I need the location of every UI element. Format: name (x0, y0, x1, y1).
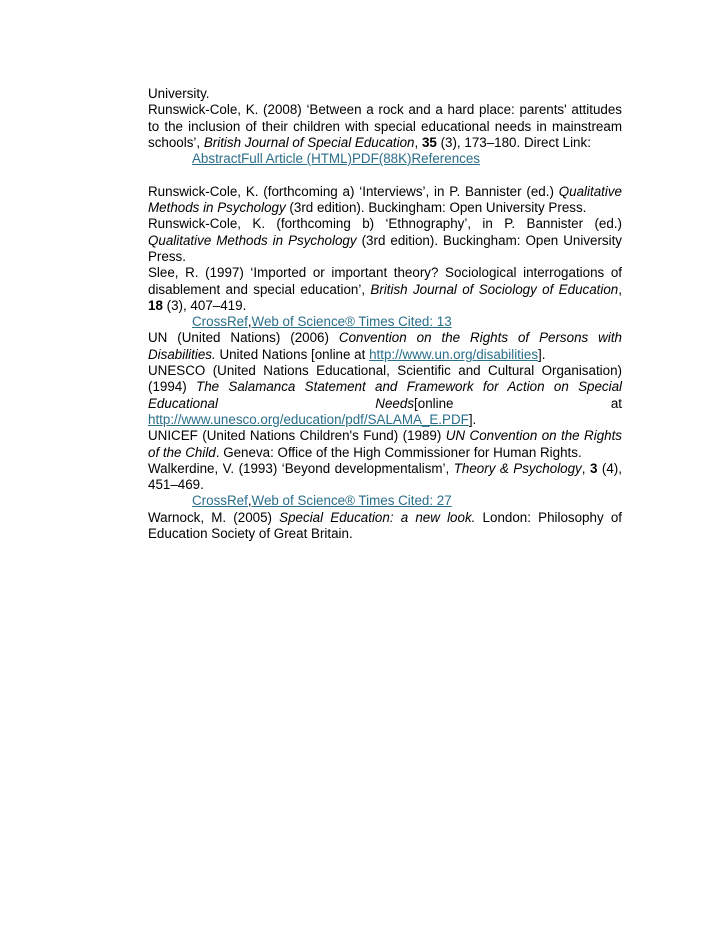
reference-text: [online at (414, 395, 622, 411)
book-title: Special Education: a new look. (279, 509, 476, 525)
reference-list (148, 86, 622, 542)
web-of-science-link[interactable]: Web of Science® Times Cited: 13 (251, 314, 452, 330)
reference-text: UN (United Nations) (2006) (148, 330, 339, 346)
reference-text: (3rd edition). Buckingham: Open University Press. (285, 200, 587, 216)
reference-links (148, 314, 622, 330)
reference-entry (148, 363, 622, 428)
journal-title: British Journal of Sociology of Education (370, 281, 619, 297)
reference-entry (148, 330, 622, 363)
reference-text: UNESCO (United Nations Educational, Scientific and Cultural Organisation) (1994) (148, 363, 622, 395)
reference-text: London: Philosophy of Education Society of Great Britain. (148, 509, 622, 542)
unesco-url-link[interactable]: http://www.unesco.org/education/pdf/SALAMA_E.PDF (148, 411, 469, 427)
reference-entry (148, 265, 622, 314)
journal-title: Theory & Psychology (453, 460, 582, 476)
separator: , (247, 493, 252, 509)
un-url-link[interactable]: http://www.un.org/disabilities (369, 346, 539, 362)
separator: , (618, 281, 622, 297)
references-link[interactable]: References (411, 151, 480, 167)
reference-text: (3rd edition). Buckingham: Open University Press. (148, 232, 623, 264)
reference-text: (3), 407–419. (162, 297, 247, 313)
reference-entry (148, 428, 622, 461)
reference-links (148, 151, 622, 167)
reference-text: (3), 173–180. Direct Link: (436, 134, 591, 150)
journal-title: British Journal of Special Education (203, 134, 415, 150)
reference-entry (148, 102, 622, 151)
web-of-science-link[interactable]: Web of Science® Times Cited: 27 (251, 493, 452, 509)
reference-text: Walkerdine, V. (1993) ‘Beyond developmentalism’, (148, 460, 454, 476)
document-title: Convention on the Rights of Persons with Disabilities. (148, 330, 622, 362)
volume-number: 18 (148, 297, 163, 313)
reference-entry (148, 216, 622, 265)
reference-text: United Nations [online at (215, 346, 370, 362)
pdf-link[interactable]: PDF(88K) (351, 151, 412, 167)
book-title: Qualitative Methods in Psychology (148, 232, 357, 248)
reference-text: UNICEF (United Nations Children's Fund) (1989) (148, 428, 446, 444)
reference-entry (148, 184, 622, 217)
spacer (148, 167, 622, 183)
reference-links (148, 493, 622, 509)
separator: , (247, 314, 252, 330)
document-title: The Salamanca Statement and Framework for Action on Special Educational Needs (148, 379, 622, 411)
reference-text: . Geneva: Office of the High Commissioner for Human Rights. (215, 444, 582, 460)
reference-text: ]. (468, 411, 477, 427)
reference-text: Runswick-Cole, K. (forthcoming b) ‘Ethnography’, in P. Bannister (ed.) (148, 216, 622, 232)
crossref-link[interactable]: CrossRef (192, 314, 248, 330)
book-title: Qualitative Methods in Psychology (148, 183, 622, 216)
reference-entry (148, 86, 622, 102)
full-article-link[interactable]: Full Article (HTML) (241, 151, 352, 167)
reference-text: Runswick-Cole, K. (forthcoming a) ‘Interviews’, in P. Bannister (ed.) (148, 183, 559, 199)
crossref-link[interactable]: CrossRef (192, 493, 248, 509)
separator: , (581, 460, 590, 476)
reference-text: Warnock, M. (2005) (148, 509, 280, 525)
abstract-link[interactable]: Abstract (192, 151, 242, 167)
reference-text: (4), 451–469. (148, 460, 622, 493)
reference-text: Runswick-Cole, K. (2008) ‘Between a rock and a hard place: parents' attitudes to the inclusion of their children with special educational needs in mainstream schools’, (148, 102, 622, 150)
reference-entry (148, 461, 622, 494)
reference-entry (148, 510, 622, 543)
reference-text: Slee, R. (1997) ‘Imported or important theory? Sociological interrogations of disablement and special education’, (148, 265, 622, 297)
reference-text: ]. (538, 346, 546, 362)
separator: , (414, 134, 422, 150)
reference-text: University. (148, 86, 210, 101)
document-title: UN Convention on the Rights of the Child (148, 428, 623, 460)
volume-number: 35 (421, 134, 437, 150)
volume-number: 3 (589, 460, 598, 476)
